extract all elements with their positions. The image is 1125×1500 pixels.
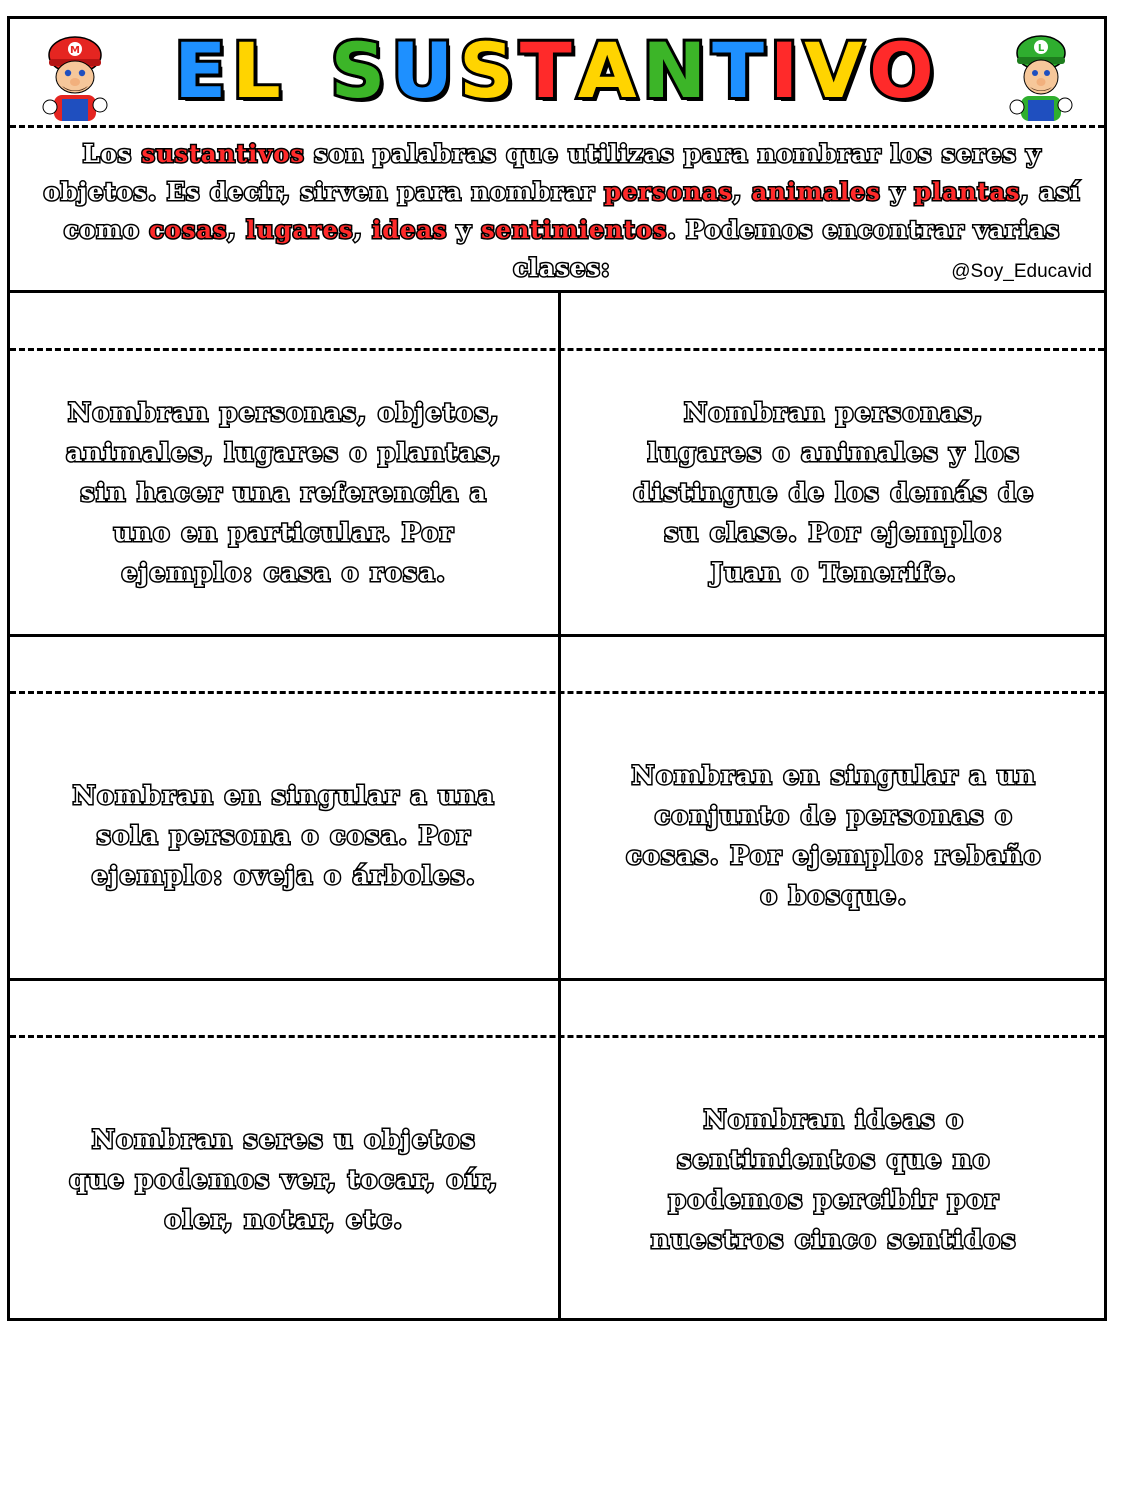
luigi-icon <box>1006 25 1076 121</box>
card-text <box>633 393 1034 593</box>
highlighted-term: sentimientos <box>481 215 668 244</box>
title-letter: S <box>330 26 392 115</box>
highlighted-term: ideas <box>372 215 448 244</box>
row-divider <box>10 634 1104 637</box>
card-line: Nombran en singular a un <box>631 761 1037 790</box>
column-divider <box>558 290 561 1321</box>
card-line: Nombran personas, objetos, <box>68 397 500 427</box>
card-line: su clase. Por ejemplo: <box>664 517 1004 547</box>
highlighted-term: personas <box>604 177 734 206</box>
card-line: conjunto de personas o <box>654 801 1014 830</box>
card-line: lugares o animales y los <box>647 437 1021 467</box>
card-line: ejemplo: casa o rosa. <box>121 557 447 587</box>
title-letter: V <box>804 26 870 115</box>
title-letter: A <box>577 26 643 115</box>
card-line: Nombran ideas o <box>703 1104 965 1134</box>
card-line: o bosque. <box>760 881 908 910</box>
card-text <box>66 393 502 593</box>
cut-line <box>10 125 1104 128</box>
highlighted-term: animales <box>751 177 881 206</box>
card-line: sin hacer una referencia a <box>80 477 488 507</box>
card-text <box>73 776 495 896</box>
title-letter: U <box>391 26 460 115</box>
title-letter: N <box>642 26 713 115</box>
intro-text: , así como <box>63 177 1081 244</box>
author-credit: @Soy_Educavid <box>951 261 1092 282</box>
intro-text: y <box>447 215 482 244</box>
svg-text:L: L <box>1037 43 1045 54</box>
card-line: cosas. Por ejemplo: rebaño <box>626 841 1042 870</box>
page-title <box>10 26 1104 115</box>
card-5 <box>14 1038 554 1321</box>
card-line: animales, lugares o plantas, <box>66 437 502 467</box>
card-line: oler, notar, etc. <box>164 1204 404 1234</box>
row-divider <box>10 978 1104 981</box>
intro-text: , <box>353 215 373 244</box>
card-4 <box>564 694 1104 978</box>
intro-text: Los <box>82 139 142 168</box>
card-line: sentimientos que no <box>677 1144 991 1174</box>
card-line: Juan o Tenerife. <box>710 557 958 587</box>
title-letter: T <box>712 26 770 115</box>
highlighted-term: cosas <box>149 215 228 244</box>
highlighted-term: lugares <box>246 215 354 244</box>
title-letter: T <box>519 26 578 115</box>
card-text <box>651 1100 1017 1260</box>
highlighted-term: sustantivos <box>141 139 305 168</box>
intro-paragraph <box>32 135 1092 291</box>
section-divider <box>10 290 1104 293</box>
card-line: Nombran seres u objetos <box>91 1124 477 1154</box>
card-2 <box>564 351 1104 634</box>
card-3 <box>14 694 554 978</box>
card-1 <box>14 351 554 634</box>
highlighted-term: plantas <box>914 177 1021 206</box>
intro-text: . Podemos encontrar varias clases: <box>513 215 1061 282</box>
card-line: Nombran personas, <box>684 397 984 427</box>
intro-text: , <box>227 215 247 244</box>
worksheet-frame <box>7 16 1107 1321</box>
title-letter: E <box>174 26 233 115</box>
intro-text: , <box>733 177 752 206</box>
card-line: Nombran en singular a una <box>72 781 496 810</box>
title-letter: I <box>769 26 805 115</box>
card-line: distingue de los demás de <box>633 477 1035 507</box>
card-text <box>626 756 1042 916</box>
intro-text: son palabras que utilizas para nombrar los seres y objetos. Es decir, sirven para nombrar <box>43 139 1042 206</box>
title-letter: O <box>869 26 940 115</box>
card-line: ejemplo: oveja o árboles. <box>91 861 477 890</box>
card-text <box>69 1120 499 1240</box>
card-line: podemos percibir por <box>668 1184 1000 1214</box>
svg-text:M: M <box>70 45 80 56</box>
title-row <box>10 19 1104 125</box>
intro-text: y <box>880 177 915 206</box>
card-line: nuestros cinco sentidos <box>651 1224 1017 1254</box>
card-6 <box>564 1038 1104 1321</box>
card-line: sola persona o cosa. Por <box>96 821 472 850</box>
card-line: que podemos ver, tocar, oír, <box>69 1164 499 1194</box>
title-letter: S <box>459 26 520 115</box>
title-letter: L <box>232 26 287 115</box>
card-line: uno en particular. Por <box>113 517 455 547</box>
